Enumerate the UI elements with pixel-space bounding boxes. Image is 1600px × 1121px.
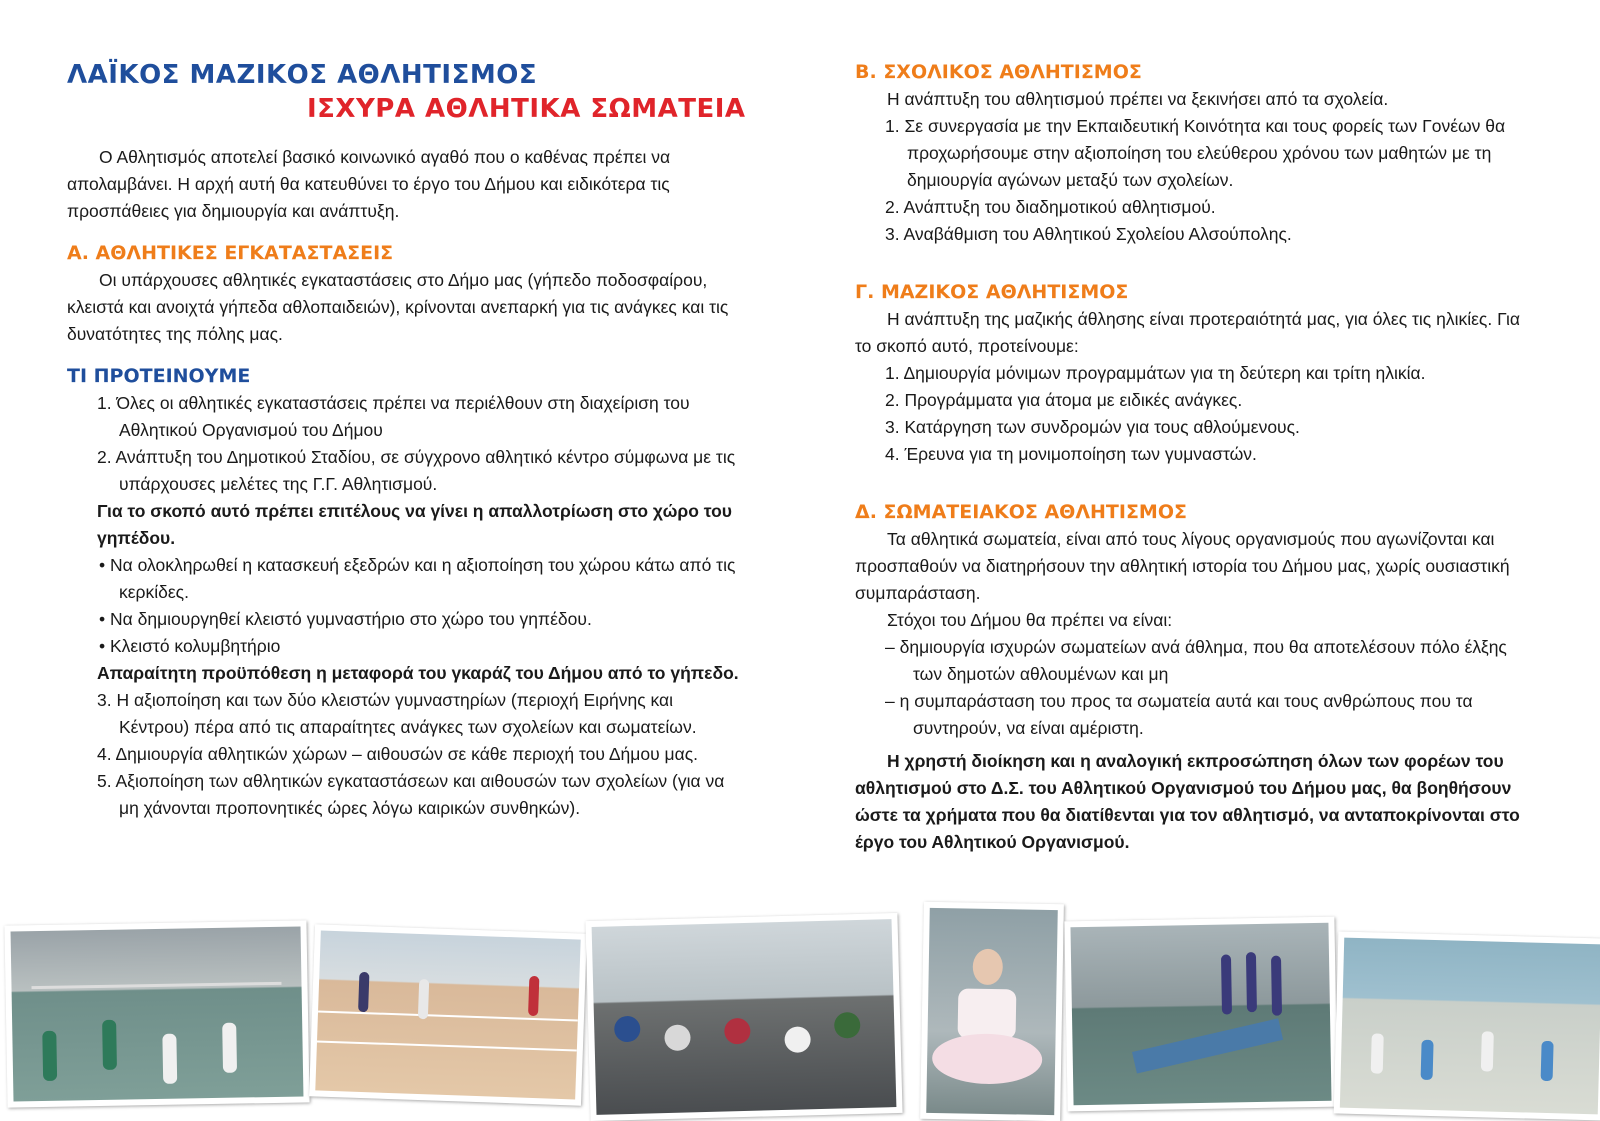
section-c-item: 2. Προγράμματα για άτομα με ειδικές ανάγκες. — [885, 390, 1243, 410]
photo-gymnastics — [1064, 917, 1337, 1112]
section-b-item: 1. Σε συνεργασία με την Εκπαιδευτική Κοινότητα και τους φορείς των Γονέων θα προχωρήσουμε στην αξιοποίηση του ελεύθερου χρόνου των μαθητών με τη δημιουργία αγώνων μεταξύ των σχολείων. — [885, 116, 1506, 190]
section-d-closing: Η χρηστή διοίκηση και η αναλογική εκπροσώπηση όλων των φορέων του αθλητισμού στο Δ.Σ. του Αθλητικού Οργανισμού του Δήμου μας, θα βοηθήσουν ώστε τα χρήματα που θα διατίθενται για τον αθλητισμό, να ανταποκρίνονται στο έργο του Αθλητικού Οργανισμού. — [855, 751, 1520, 852]
section-d-goal: – δημιουργία ισχυρών σωματείων ανά άθλημα, που θα αποτελέσουν πόλο έλξης των δημοτών αθλουμένων και μη — [885, 637, 1507, 684]
proposal-note: Απαραίτητη προϋπόθεση η μεταφορά του γκαράζ του Δήμου από το γήπεδο. — [97, 663, 739, 683]
proposal-item: 1. Όλες οι αθλητικές εγκαταστάσεις πρέπει να περιέλθουν στη διαχείριση του Αθλητικού Οργανισμού του Δήμου — [97, 393, 690, 440]
intro-paragraph: Ο Αθλητισμός αποτελεί βασικό κοινωνικό αγαθό που ο καθένας πρέπει να απολαμβάνει. Η αρχή αυτή θα κατευθύνει το έργο του Δήμου και ειδικότερα τις προσπάθειες για δημιουργία και ανάπτυξη. — [67, 147, 671, 221]
page-title-line1: ΛΑΪΚΟΣ ΜΑΖΙΚΟΣ ΑΘΛΗΤΙΣΜΟΣ — [67, 60, 538, 90]
photo-kids-gym — [1334, 931, 1600, 1120]
section-b-item: 3. Αναβάθμιση του Αθλητικού Σχολείου Αλσούπολης. — [885, 224, 1292, 244]
section-d-goal: – η συμπαράσταση του προς τα σωματεία αυτά και τους ανθρώπους που τα συντηρούν, να είναι αμέριστη. — [885, 691, 1473, 738]
section-d-heading: Δ. ΣΩΜΑΤΕΙΑΚΟΣ ΑΘΛΗΤΙΣΜΟΣ — [855, 501, 1187, 523]
proposal-note: Για το σκοπό αυτό πρέπει επιτέλους να γίνει η απαλλοτρίωση στο χώρο του γηπέδου. — [97, 501, 732, 548]
proposal-item: 3. Η αξιοποίηση και των δύο κλειστών γυμναστηρίων (περιοχή Ειρήνης και Κέντρου) πέρα από τις απαραίτητες ανάγκες των σχολείων και σωματείων. — [97, 690, 697, 737]
section-c-item: 3. Κατάργηση των συνδρομών για τους αθλούμενους. — [885, 417, 1300, 437]
page-title-line2: ΙΣΧΥΡΑ ΑΘΛΗΤΙΚΑ ΣΩΜΑΤΕΙΑ — [307, 94, 746, 124]
section-a-heading: Α. ΑΘΛΗΤΙΚΕΣ ΕΓΚΑΤΑΣΤΑΣΕΙΣ — [67, 242, 394, 264]
proposal-bullet: • Να ολοκληρωθεί η κατασκευή εξεδρών και η αξιοποίηση του χώρου κάτω από τις κερκίδες. — [99, 555, 736, 602]
section-a-text: Οι υπάρχουσες αθλητικές εγκαταστάσεις στο Δήμο μας (γήπεδο ποδοσφαίρου, κλειστά και ανοιχτά γήπεδα αθλοπαιδειών), κρίνονται ανεπαρκή για τις ανάγκες και τις δυνατότητες της πόλης μας. — [67, 270, 729, 344]
proposal-bullet: • Να δημιουργηθεί κλειστό γυμναστήριο στο χώρο του γηπέδου. — [99, 609, 592, 629]
section-b-heading: Β. ΣΧΟΛΙΚΟΣ ΑΘΛΗΤΙΣΜΟΣ — [855, 61, 1142, 83]
section-c-heading: Γ. ΜΑΖΙΚΟΣ ΑΘΛΗΤΙΣΜΟΣ — [855, 281, 1129, 303]
photo-running — [309, 924, 587, 1105]
section-d-goals-intro: Στόχοι του Δήμου θα πρέπει να είναι: — [887, 610, 1173, 630]
photo-strip — [0, 915, 1600, 1115]
proposals-heading: ΤΙ ΠΡΟΤΕΙΝΟΥΜΕ — [67, 365, 251, 387]
proposal-bullet: • Κλειστό κολυμβητήριο — [99, 636, 281, 656]
section-c-text: Η ανάπτυξη της μαζικής άθλησης είναι προτεραιότητά μας, για όλες τις ηλικίες. Για το σκοπό αυτό, προτείνουμε: — [855, 309, 1520, 356]
section-b-text: Η ανάπτυξη του αθλητισμού πρέπει να ξεκινήσει από τα σχολεία. — [887, 89, 1389, 109]
section-c-item: 1. Δημιουργία μόνιμων προγραμμάτων για τη δεύτερη και τρίτη ηλικία. — [885, 363, 1426, 383]
section-b-item: 2. Ανάπτυξη του διαδημοτικού αθλητισμού. — [885, 197, 1216, 217]
left-column — [67, 58, 747, 822]
proposal-item: 4. Δημιουργία αθλητικών χώρων – αιθουσών σε κάθε περιοχή του Δήμου μας. — [97, 744, 698, 764]
proposal-item: 2. Ανάπτυξη του Δημοτικού Σταδίου, σε σύγχρονο αθλητικό κέντρο σύμφωνα με τις υπάρχουσες μελέτες της Γ.Γ. Αθλητισμού. — [97, 447, 736, 494]
right-column — [855, 58, 1535, 856]
photo-volleyball — [4, 920, 309, 1107]
section-d-text: Τα αθλητικά σωματεία, είναι από τους λίγους οργανισμούς που αγωνίζονται και προσπαθούν να διατηρήσουν την αθλητική ιστορία του Δήμου μας, χωρίς ουσιαστική συμπαράσταση. — [855, 529, 1510, 603]
section-c-item: 4. Έρευνα για τη μονιμοποίηση των γυμναστών. — [885, 444, 1257, 464]
photo-cycling — [585, 913, 902, 1121]
proposal-item: 5. Αξιοποίηση των αθλητικών εγκαταστάσεων και αιθουσών των σχολείων (για να μη χάνονται προπονητικές ώρες λόγω καιρικών συνθηκών). — [97, 771, 725, 818]
photo-ballet — [920, 902, 1064, 1121]
